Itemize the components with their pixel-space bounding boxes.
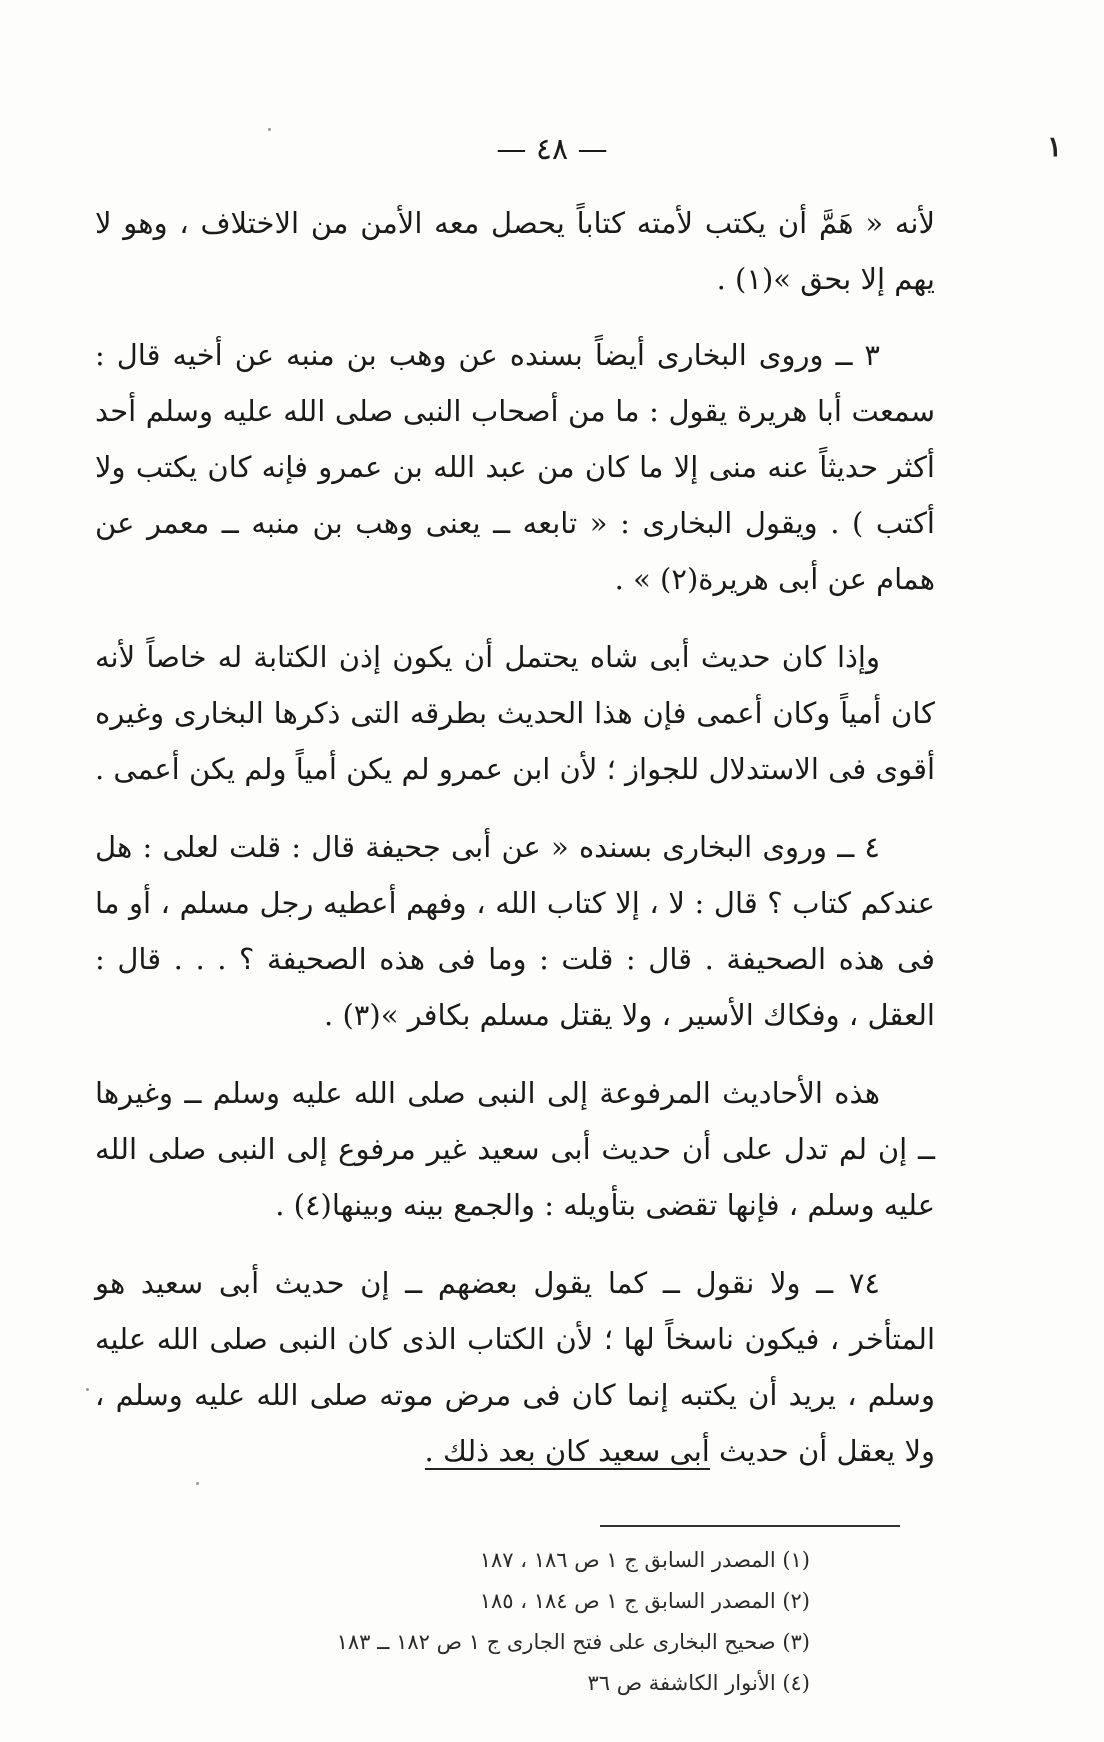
corner-mark: ١ (1046, 130, 1062, 163)
body-text (95, 195, 935, 1501)
paragraph-6 (95, 1255, 935, 1479)
footnote-3: (٣) صحيح البخارى على فتح الجارى ج ١ ص ١٨٢ ــ ١٨٣ (336, 1630, 810, 1654)
footnotes (250, 1540, 810, 1704)
paragraph-1 (95, 195, 935, 307)
page-number: — ٤٨ — (496, 132, 608, 167)
paragraph-5 (95, 1065, 935, 1233)
paragraph-4 (95, 819, 935, 1043)
paragraph-text: ٤ ــ وروى البخارى بسنده « عن أبى جحيفة قال : قلت لعلى : هل عندكم كتاب ؟ قال : لا ، إلا كتاب الله ، وفهم أعطيه رجل مسلم ، أو ما فى هذه الصحيفة . قال : قلت : وما فى هذه الصحيفة ؟ . . . قال : العقل ، وفكاك الأسير ، ولا يقتل مسلم بكافر »(٣) . (95, 830, 935, 1032)
paragraph-text: لأنه « هَمَّ أن يكتب لأمته كتاباً يحصل معه الأمن من الاختلاف ، وهو لا يهم إلا بحق »(١) . (95, 206, 935, 296)
scan-speck (86, 1388, 89, 1391)
paragraph-main: ٧٤ ــ ولا نقول ــ كما يقول بعضهم ــ إن حديث أبى سعيد هو المتأخر ، فيكون ناسخاً لها ؛ لأن الكتاب الذى كان النبى صلى الله عليه وسلم ، يريد أن يكتبه إنما كان فى مرض موته صلى الله عليه وسلم ، ولا يعقل أن حديث (95, 1266, 935, 1468)
paragraph-3 (95, 629, 935, 797)
footnote-divider (600, 1525, 900, 1527)
paragraph-tail: أبى سعيد كان بعد ذلك . (424, 1434, 710, 1468)
scan-speck (268, 128, 271, 131)
paragraph-text: ٣ ــ وروى البخارى أيضاً بسنده عن وهب بن منبه عن أخيه قال : سمعت أبا هريرة يقول : ما من أصحاب النبى صلى الله عليه وسلم أحد أكثر حديثاً عنه منى إلا ما كان من عبد الله بن عمرو فإنه كان يكتب ولا أكتب ) . ويقول البخارى : « تابعه ــ يعنى وهب بن منبه ــ معمر عن همام عن أبى هريرة(٢) » . (95, 338, 935, 596)
paragraph-text (95, 1255, 935, 1479)
scan-speck (196, 1482, 199, 1485)
footnote-2: (٢) المصدر السابق ج ١ ص ١٨٤ ، ١٨٥ (479, 1589, 810, 1613)
paragraph-text: هذه الأحاديث المرفوعة إلى النبى صلى الله عليه وسلم ــ وغيرها ــ إن لم تدل على أن حديث أبى سعيد غير مرفوع إلى النبى صلى الله عليه وسلم ، فإنها تقضى بتأويله : والجمع بينه وبينها(٤) . (95, 1076, 935, 1222)
footnote-4: (٤) الأنوار الكاشفة ص ٣٦ (587, 1671, 810, 1695)
footnote-1: (١) المصدر السابق ج ١ ص ١٨٦ ، ١٨٧ (479, 1548, 810, 1572)
paragraph-text: وإذا كان حديث أبى شاه يحتمل أن يكون إذن الكتابة له خاصاً لأنه كان أمياً وكان أعمى فإن هذا الحديث بطرقه التى ذكرها البخارى وغيره أقوى فى الاستدلال للجواز ؛ لأن ابن عمرو لم يكن أمياً ولم يكن أعمى . (95, 640, 935, 786)
paragraph-2 (95, 327, 935, 607)
